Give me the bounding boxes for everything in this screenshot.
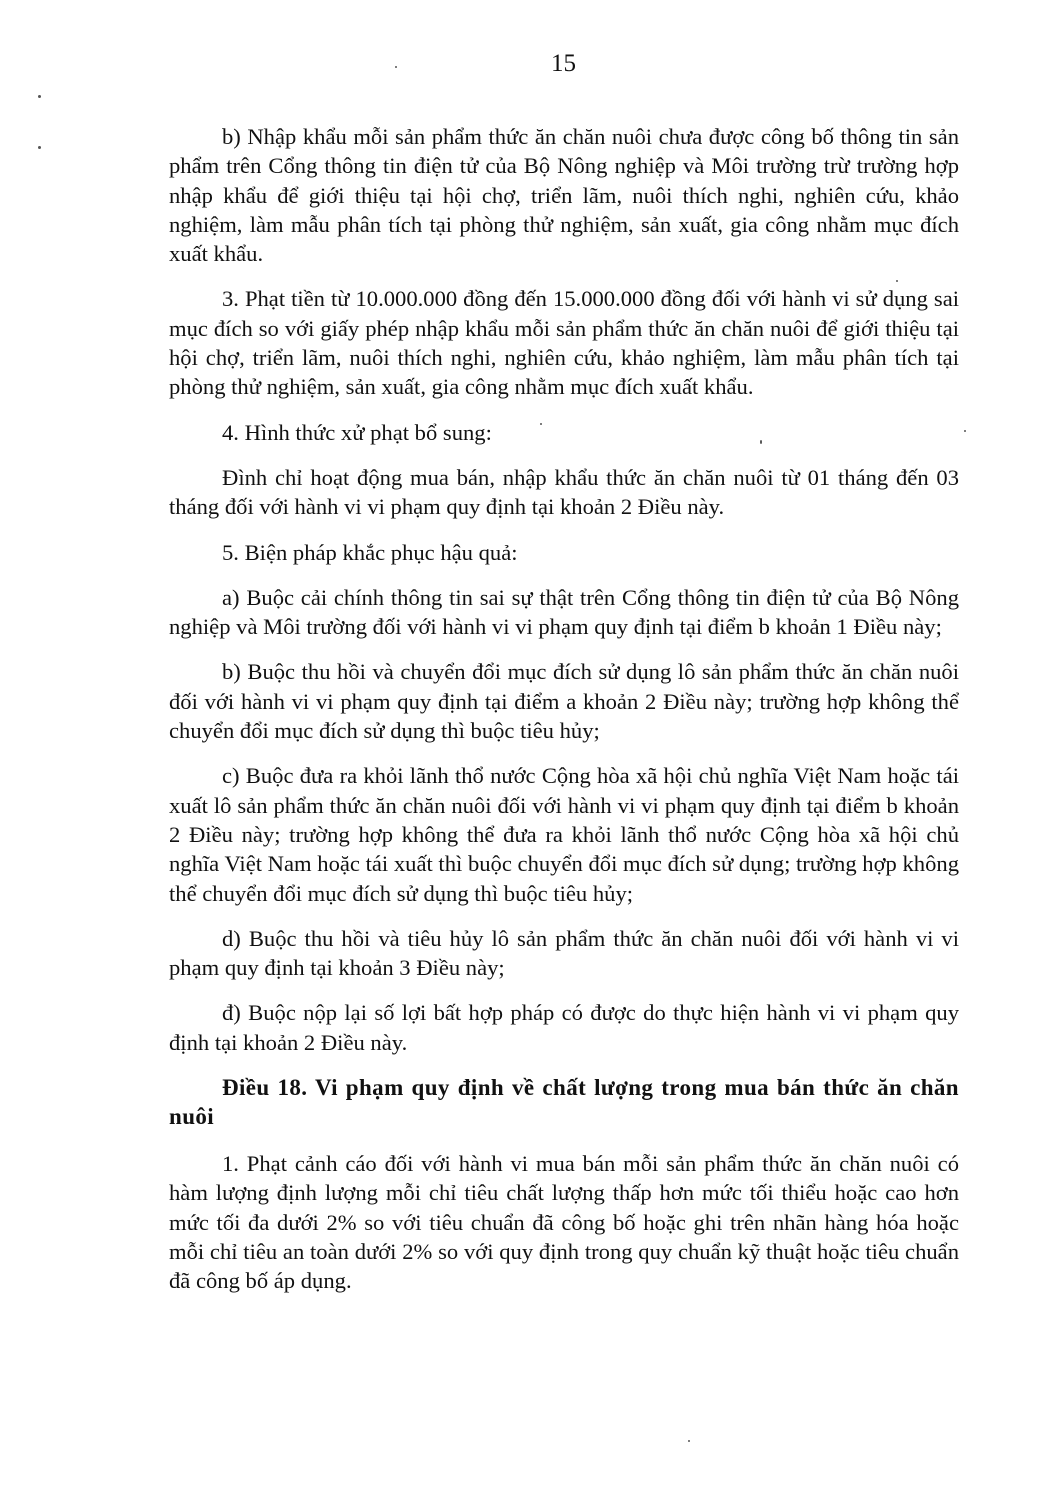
scan-speck [896, 280, 898, 282]
paragraph-5b: b) Buộc thu hồi và chuyển đổi mục đích sử dụng lô sản phẩm thức ăn chăn nuôi đối với hành vi vi phạm quy định tại điểm a khoản 2 Điều này; trường hợp không thể chuyển đổi mục đích sử dụng thì buộc tiêu hủy; [169, 659, 959, 744]
scan-speck [964, 430, 966, 432]
paragraph-5d: d) Buộc thu hồi và tiêu hủy lô sản phẩm thức ăn chăn nuôi đối với hành vi vi phạm quy định tại khoản 3 Điều này; [169, 925, 959, 981]
paragraph-5dd: đ) Buộc nộp lại số lợi bất hợp pháp có được do thực hiện hành vi vi phạm quy định tại khoản 2 Điều này. [169, 1000, 959, 1055]
paragraph-clause-3: 3. Phạt tiền từ 10.000.000 đồng đến 15.000.000 đồng đối với hành vi sử dụng sai mục đích so với giấy phép nhập khẩu mỗi sản phẩm thức ăn chăn nuôi để giới thiệu tại hội chợ, triển lãm, nuôi thích nghi, nghiên cứu, khảo nghiệm, làm mẫu phân tích tại phòng thử nghiệm, sản xuất, gia công nhằm mục đích xuất khẩu. [169, 286, 959, 400]
scan-speck [540, 423, 542, 425]
paragraph-clause-4: 4. Hình thức xử phạt bổ sung: [222, 419, 492, 445]
scan-speck [760, 440, 762, 444]
page-number: 15 [551, 50, 576, 77]
scan-speck [688, 1440, 690, 1442]
paragraph-2b: b) Nhập khẩu mỗi sản phẩm thức ăn chăn nuôi chưa được công bố thông tin sản phẩm trên Cổng thông tin điện tử của Bộ Nông nghiệp và Môi trường trừ trường hợp nhập khẩu để giới thiệu tại hội chợ, triển lãm, nuôi thích nghi, nghiên cứu, khảo nghiệm, làm mẫu phân tích tại phòng thử nghiệm, sản xuất, gia công nhằm mục đích xuất khẩu. [169, 124, 959, 267]
paragraph-5a: a) Buộc cải chính thông tin sai sự thật trên Cổng thông tin điện tử của Bộ Nông nghiệp và Môi trường đối với hành vi vi phạm quy định tại điểm b khoản 1 Điều này; [169, 584, 959, 640]
scan-speck [395, 66, 397, 68]
scan-speck [38, 95, 41, 98]
article-18-heading: Điều 18. Vi phạm quy định về chất lượng trong mua bán thức ăn chăn nuôi [169, 1075, 959, 1130]
paragraph-5c: c) Buộc đưa ra khỏi lãnh thổ nước Cộng hòa xã hội chủ nghĩa Việt Nam hoặc tái xuất lô sản phẩm thức ăn chăn nuôi đối với hành vi vi phạm quy định tại điểm b khoản 2 Điều này; trường hợp không thể đưa ra khỏi lãnh thổ nước Cộng hòa xã hội chủ nghĩa Việt Nam hoặc tái xuất thì buộc chuyển đổi mục đích sử dụng; trường hợp không thể chuyển đổi mục đích sử dụng thì buộc tiêu hủy; [169, 763, 959, 906]
paragraph-clause-5: 5. Biện pháp khắc phục hậu quả: [222, 539, 518, 565]
document-body [169, 122, 959, 1312]
paragraph-article-18-clause-1: 1. Phạt cảnh cáo đối với hành vi mua bán mỗi sản phẩm thức ăn chăn nuôi có hàm lượng định lượng mỗi chỉ tiêu chất lượng thấp hơn mức tối thiểu hoặc cao hơn mức tối đa dưới 2% so với tiêu chuẩn đã công bố hoặc ghi trên nhãn hàng hóa hoặc mỗi chỉ tiêu an toàn dưới 2% so với quy định trong quy chuẩn kỹ thuật hoặc tiêu chuẩn đã công bố áp dụng. [169, 1151, 959, 1294]
paragraph-suspension: Đình chỉ hoạt động mua bán, nhập khẩu thức ăn chăn nuôi từ 01 tháng đến 03 tháng đối với hành vi vi phạm quy định tại khoản 2 Điều này. [169, 464, 959, 520]
scan-speck [38, 146, 41, 149]
